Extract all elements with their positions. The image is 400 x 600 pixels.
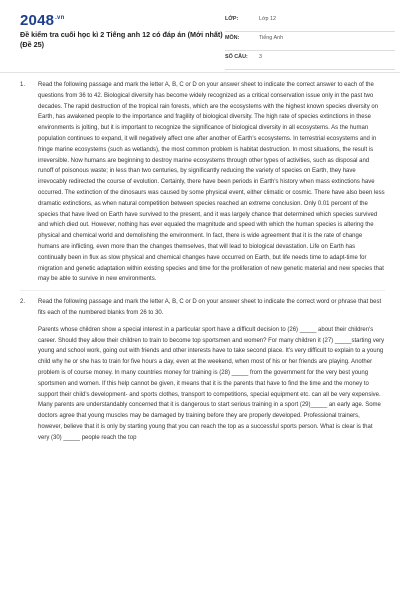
header-divider xyxy=(0,72,400,73)
question-item xyxy=(20,80,385,285)
page-header xyxy=(0,0,400,72)
question-number: 1. xyxy=(20,82,26,88)
meta-value: 3 xyxy=(259,54,262,60)
question-body xyxy=(38,80,385,285)
question-number: 2. xyxy=(20,299,26,306)
logo-text: 2048 xyxy=(20,12,55,29)
logo-suffix: .vn xyxy=(55,15,65,21)
meta-row-question-count xyxy=(225,52,395,70)
site-logo[interactable] xyxy=(20,12,64,29)
document-meta xyxy=(225,14,395,71)
meta-label: LỚP: xyxy=(225,16,239,22)
question-body xyxy=(38,297,385,443)
question-divider xyxy=(20,290,385,291)
question-item xyxy=(20,297,385,443)
meta-row-class xyxy=(225,14,395,32)
question-text: Read the following passage and mark the letter A, B, C or D on your answer sheet to indicate the correct answer to each of the questions from 36 to 42. Biological diversity has become widely recognized as a critical conservation issue only in the past two decades. The rapid destruction of the tropical rain forests, which are the ecosystems with the highest known species diversity on Earth, has awakened people to the importance and fragility of biological diversity. The high rate of species extinctions in these environments is jolting, but it is important to recognize the significance of biological diversity in all ecosystems. As the human population continues to expand, it will negatively affect one after another of Earth's ecosystems. In terrestrial ecosystems and in fringe marine ecosystems (such as wetlands), the most common problem is habitat destruction. In most situations, the result is irreversible. Now humans are beginning to destroy marine ecosystems through other types of activities, such as disposal and runoff of poisonous waste; in less than two centuries, by significantly reducing the variety of species on Earth, they have irrevocably redirected the course of evolution. Certainly, there have been periods in Earth's history when mass extinctions have occurred. The extinction of the dinosaurs was caused by some physical event, either climatic or cosmic. There have also been less dramatic extinctions, as when natural competition between species reached an extreme conclusion. Only 0.01 percent of the species that have lived on Earth have survived to the present, and it was largely chance that determined which species survived and which died out. However, nothing has ever equaled the magnitude and speed with which the human species is altering the physical and chemical world and demolishing the environment. In fact, there is wide agreement that it is the rate of change humans are inflicting, even more than the changes themselves, that will lead to biological devastation. Life on Earth has continually been in flux as slow physical and chemical changes have occurred on Earth, but life needs time to adapt-time for migration and genetic adaptation within existing species and time for the proliferation of new genetic material and new species that may be able to survive in new environments. xyxy=(38,82,385,283)
question-instruction: Read the following passage and mark the letter A, B, C or D on your answer sheet to indicate the correct word or phrase that best fits each of the numbered blanks from 26 to 30. xyxy=(38,299,382,316)
document-title: Đề kiểm tra cuối học kì 2 Tiếng anh 12 có đáp án (Mới nhất) (Đề 25) xyxy=(20,30,223,49)
meta-value: Tiếng Anh xyxy=(259,35,284,41)
meta-label: SỐ CÂU: xyxy=(225,54,248,60)
meta-value: Lớp 12 xyxy=(259,16,277,22)
meta-label: MÔN: xyxy=(225,35,240,41)
question-passage: Parents whose children show a special interest in a particular sport have a difficult decision to (26) _____ about their children's career. Should they allow their children to train to become top sportsmen and women? For many children it (27) _____starting very young and school work, going out with friends and other interests have to take second place. It's very difficult to explain to a young child why he or she has to train for five hours a day, even at the weekend, when most of his or her friends are playing. Another problem is of course money. In many countries money for training is (28) _____ from the government for the very best young sportsmen and women. If this help cannot be given, it means that it is the parents that have to find the time and the money to support their child's development- and sports clothes, transport to competitions, special equipment etc. can all be very expensive. Many parents are understandably concerned that it is dangerous to start serious training in a sport (29)_____ an early age. Some doctors agree that young muscles may be damaged by training before they are properly developed. Professional trainers, however, believe that it is only by starting young that you can reach the top as a successful sports person. What is clear is that very (30) _____ people reach the top xyxy=(38,326,385,441)
question-list xyxy=(20,80,385,444)
meta-row-subject xyxy=(225,33,395,51)
